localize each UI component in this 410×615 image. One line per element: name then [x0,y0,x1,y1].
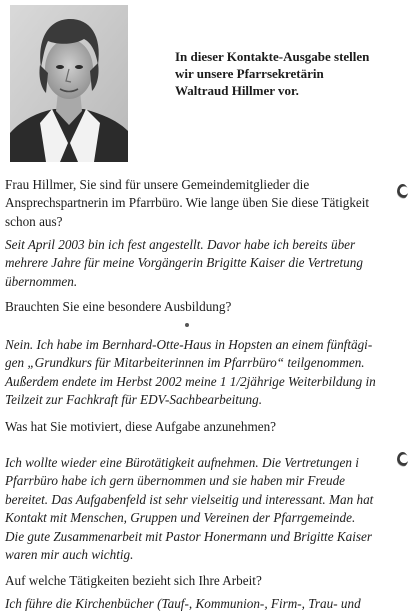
answer-line: übernommen. [5,273,78,289]
answer-line: Seit April 2003 bin ich fest angestellt. Davor habe ich bereits über [5,237,356,252]
question-1 [5,176,369,231]
answer-3 [5,454,373,564]
intro-line: Waltraud Hillmer vor. [175,83,299,98]
answer-line: waren mir auch wichtig. [5,547,134,563]
punch-hole-mark [397,184,408,199]
answer-4 [5,595,361,613]
portrait-image [10,5,128,162]
answer-1 [5,236,363,291]
answer-line: Die gute Zusammenarbeit mit Pastor Honermann und Brigitte Kaiser [5,528,373,544]
answer-2 [5,336,376,410]
portrait-photo [10,5,128,162]
question-line: Auf welche Tätigkeiten bezieht sich Ihre Arbeit? [5,573,262,588]
answer-line: Pfarrbüro habe ich gern übernommen und sie haben mir Freude [5,473,346,489]
answer-line: Teilzeit zur Fachkraft für EDV-Sachbearbeitung. [5,392,263,408]
answer-line: gen „Grundkurs für Mitarbeiterinnen im Pfarrbüro“ teilgenommen. [5,355,365,371]
question-4 [5,572,262,590]
scan-speck [185,323,189,327]
intro-heading [175,48,403,99]
question-line: Brauchten Sie eine besondere Ausbildung? [5,299,232,314]
answer-line: Kontakt mit Menschen, Gruppen und Vereinen der Pfarrgemeinde. [5,510,356,526]
answer-line: Ich führe die Kirchenbücher (Tauf-, Kommunion-, Firm-, Trau- und [5,596,361,611]
question-line: schon aus? [5,213,63,229]
intro-line: In dieser Kontakte-Ausgabe stellen [175,49,370,64]
question-2 [5,298,231,316]
intro-line: wir unsere Pfarrsekretärin [175,66,324,81]
question-3 [5,418,276,436]
answer-line: Nein. Ich habe im Bernhard-Otte-Haus in Hopsten an einem fünftägi- [5,337,373,352]
question-line: Frau Hillmer, Sie sind für unsere Gemeindemitglieder die [5,177,310,192]
answer-line: bereitet. Das Aufgabenfeld ist sehr vielseitig und interessant. Man hat [5,491,374,507]
punch-hole-mark [397,452,408,467]
answer-line: mehrere Jahre für meine Vorgängerin Brigitte Kaiser die Vertretung [5,255,363,271]
answer-line: Ich wollte wieder eine Bürotätigkeit aufnehmen. Die Vertretungen i [5,455,359,470]
question-line: Ansprechspartnerin im Pfarrbüro. Wie lange üben Sie diese Tätigkeit [5,195,370,211]
question-line: Was hat Sie motiviert, diese Aufgabe anzunehmen? [5,419,277,434]
answer-line: Außerdem endete im Herbst 2002 meine 1 1/2jährige Weiterbildung in [5,373,376,389]
